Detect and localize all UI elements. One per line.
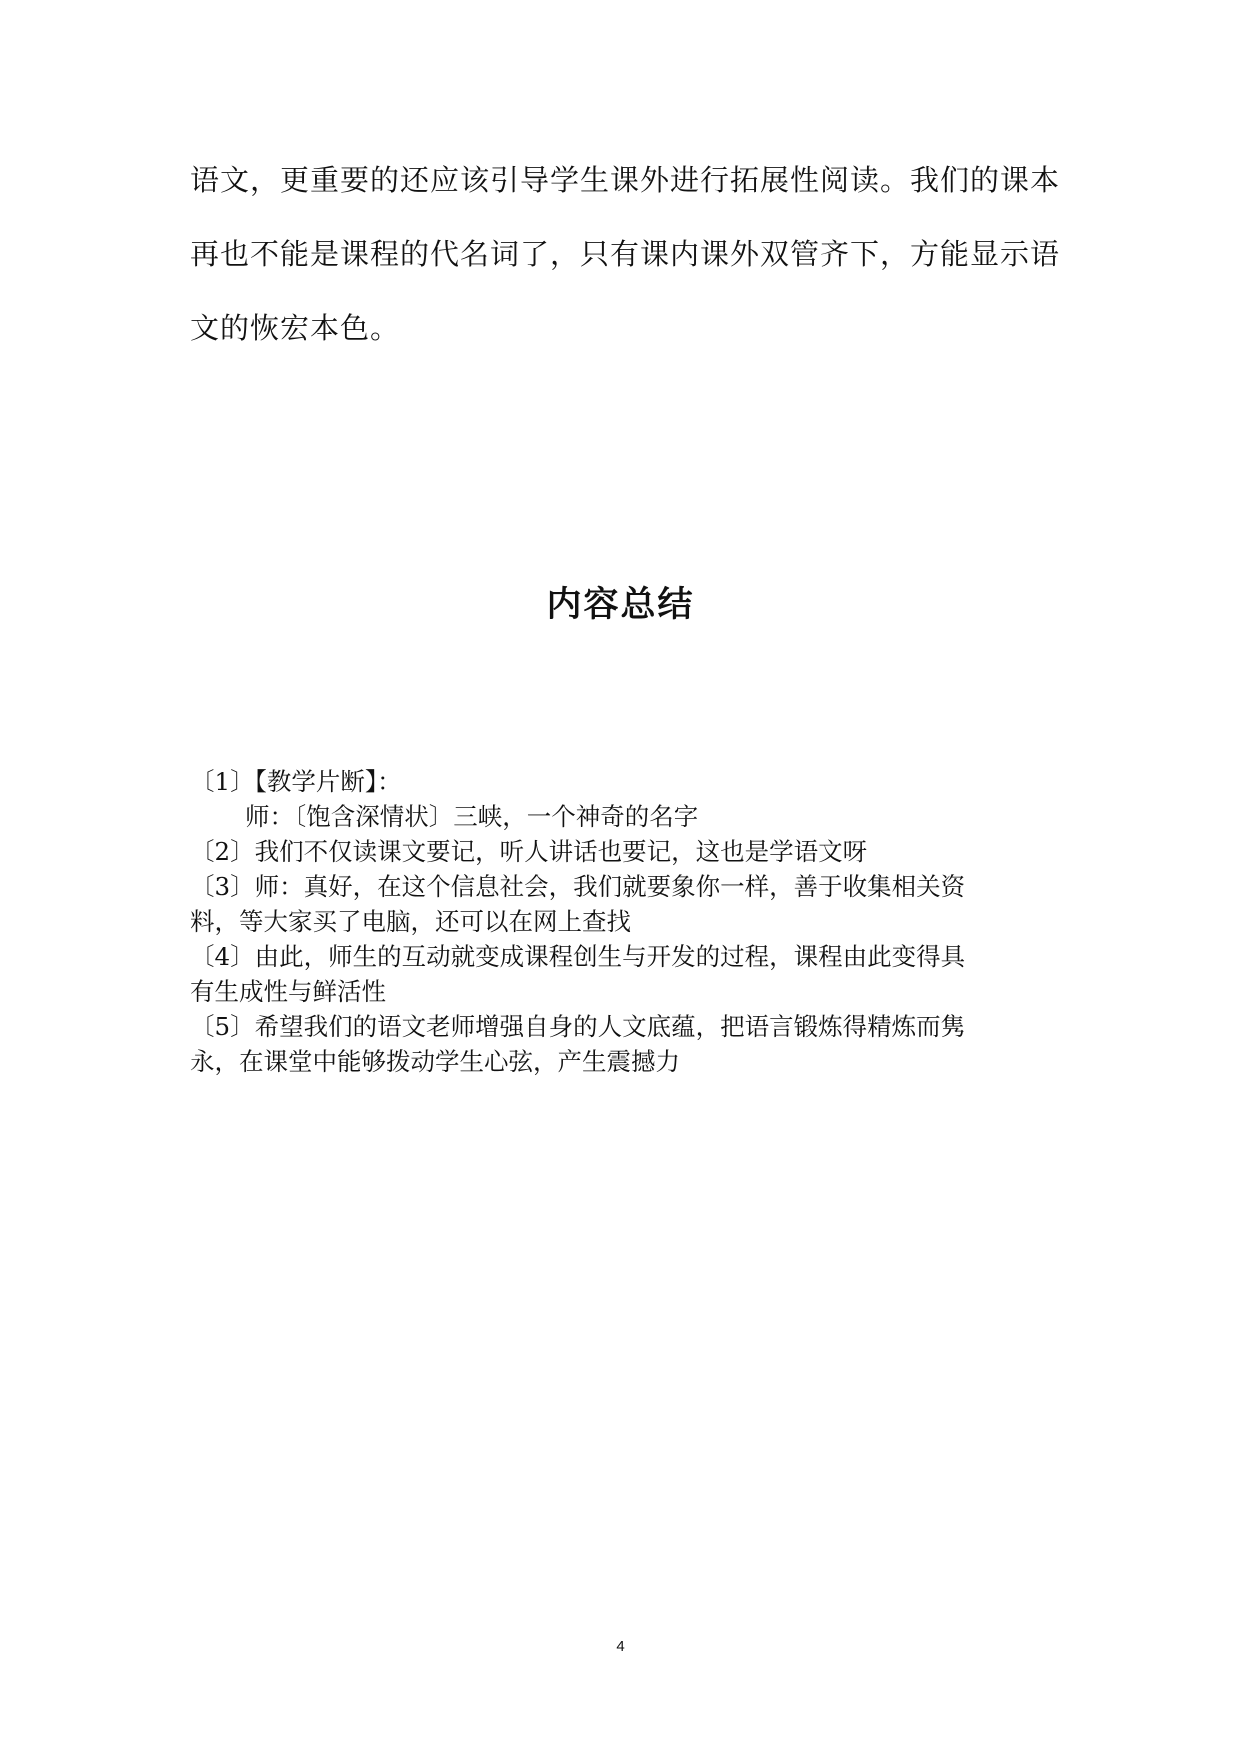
intro-paragraph bbox=[190, 143, 1061, 365]
summary-list bbox=[190, 764, 1052, 1079]
paragraph-line: 语文，更重要的还应该引导学生课外进行拓展性阅读。我们的课本 bbox=[190, 163, 1061, 197]
paragraph-line: 文的恢宏本色。 bbox=[190, 311, 401, 345]
page-number: 4 bbox=[616, 1638, 625, 1655]
summary-item: 有生成性与鲜活性 bbox=[190, 977, 386, 1006]
summary-item: 料，等大家买了电脑，还可以在网上查找 bbox=[190, 907, 631, 936]
paragraph-line: 再也不能是课程的代名词了，只有课内课外双管齐下，方能显示语 bbox=[190, 237, 1061, 271]
summary-item: 〔4〕由此，师生的互动就变成课程创生与开发的过程，课程由此变得具 bbox=[190, 942, 966, 971]
summary-item: 〔5〕希望我们的语文老师增强自身的人文底蕴，把语言锻炼得精炼而隽 bbox=[190, 1012, 966, 1041]
summary-heading: 内容总结 bbox=[546, 585, 695, 625]
summary-item: 〔2〕我们不仅读课文要记，听人讲话也要记，这也是学语文呀 bbox=[190, 837, 868, 866]
summary-item: 〔3〕师：真好，在这个信息社会，我们就要象你一样，善于收集相关资 bbox=[190, 872, 966, 901]
summary-item: 〔1〕【教学片断】： bbox=[190, 767, 402, 796]
summary-item: 永，在课堂中能够拨动学生心弦，产生震撼力 bbox=[190, 1047, 680, 1076]
summary-item: 师：〔饱含深情状〕三峡，一个神奇的名字 bbox=[245, 802, 699, 831]
